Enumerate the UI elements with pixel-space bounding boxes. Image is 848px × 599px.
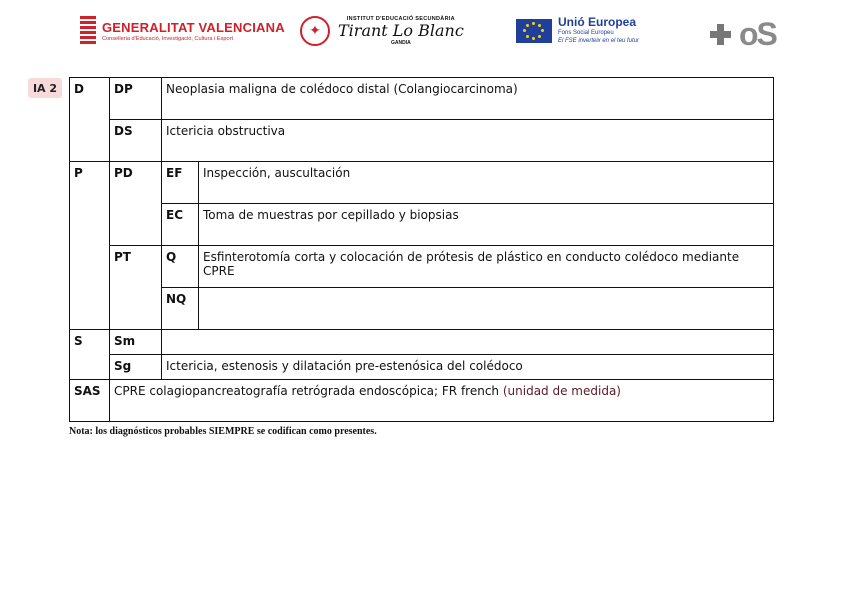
institut-name: Tirant Lo Blanc — [338, 21, 464, 40]
label-ef: EF — [162, 162, 199, 204]
label-sm: Sm — [110, 330, 162, 355]
eu-sub: Fons Social Europeu — [558, 30, 614, 36]
row-label-d: D — [70, 78, 110, 162]
sas-unit-note: (unidad de medida) — [502, 384, 621, 398]
label-nq: NQ — [162, 288, 199, 330]
row-label-sas: SAS — [70, 380, 110, 422]
generalitat-name: GENERALITAT VALENCIANA — [102, 19, 285, 35]
health-word: oS — [739, 16, 776, 52]
header-logos — [0, 10, 848, 60]
ia-badge: IA 2 — [28, 78, 62, 98]
value-sas — [110, 380, 774, 422]
eu-name: Unió Europea — [558, 15, 637, 29]
generalitat-logo — [80, 16, 285, 46]
label-q: Q — [162, 246, 199, 288]
label-sg: Sg — [110, 355, 162, 380]
sas-text: CPRE colagiopancreatografía retrógrada endoscópica; FR french — [114, 384, 500, 398]
value-nq — [199, 288, 774, 330]
label-pt: PT — [110, 246, 162, 330]
value-sg: Ictericia, estenosis y dilatación pre-estenósica del colédoco — [162, 355, 774, 380]
institut-city: GANDIA — [391, 40, 411, 46]
eu-motto: El FSE inverteix en el teu futur — [558, 38, 640, 44]
label-ds: DS — [110, 120, 162, 162]
health-logo — [710, 16, 776, 52]
label-dp: DP — [110, 78, 162, 120]
diagnosis-table — [69, 77, 774, 422]
row-label-s: S — [70, 330, 110, 380]
institut-top: INSTITUT D'EDUCACIÓ SECUNDÀRIA — [346, 16, 455, 22]
value-sm — [162, 330, 774, 355]
row-label-p: P — [70, 162, 110, 330]
value-ef: Inspección, auscultación — [199, 162, 774, 204]
generalitat-sub: Conselleria d'Educació, Investigació, Cultura i Esport — [102, 35, 234, 42]
institut-logo — [300, 16, 464, 46]
generalitat-emblem-icon — [80, 16, 96, 46]
eu-logo — [516, 16, 639, 45]
value-ds: Ictericia obstructiva — [162, 120, 774, 162]
institut-emblem-icon: ✦ — [300, 16, 330, 46]
value-dp: Neoplasia maligna de colédoco distal (Colangiocarcinoma) — [162, 78, 774, 120]
health-cross-icon — [710, 24, 731, 45]
label-pd: PD — [110, 162, 162, 246]
eu-flag-icon — [516, 19, 552, 43]
footnote: Nota: los diagnósticos probables SIEMPRE se codifican como presentes. — [69, 426, 377, 437]
value-q: Esfinterotomía corta y colocación de prótesis de plástico en conducto colédoco mediante CPRE — [199, 246, 774, 288]
value-ec: Toma de muestras por cepillado y biopsias — [199, 204, 774, 246]
label-ec: EC — [162, 204, 199, 246]
